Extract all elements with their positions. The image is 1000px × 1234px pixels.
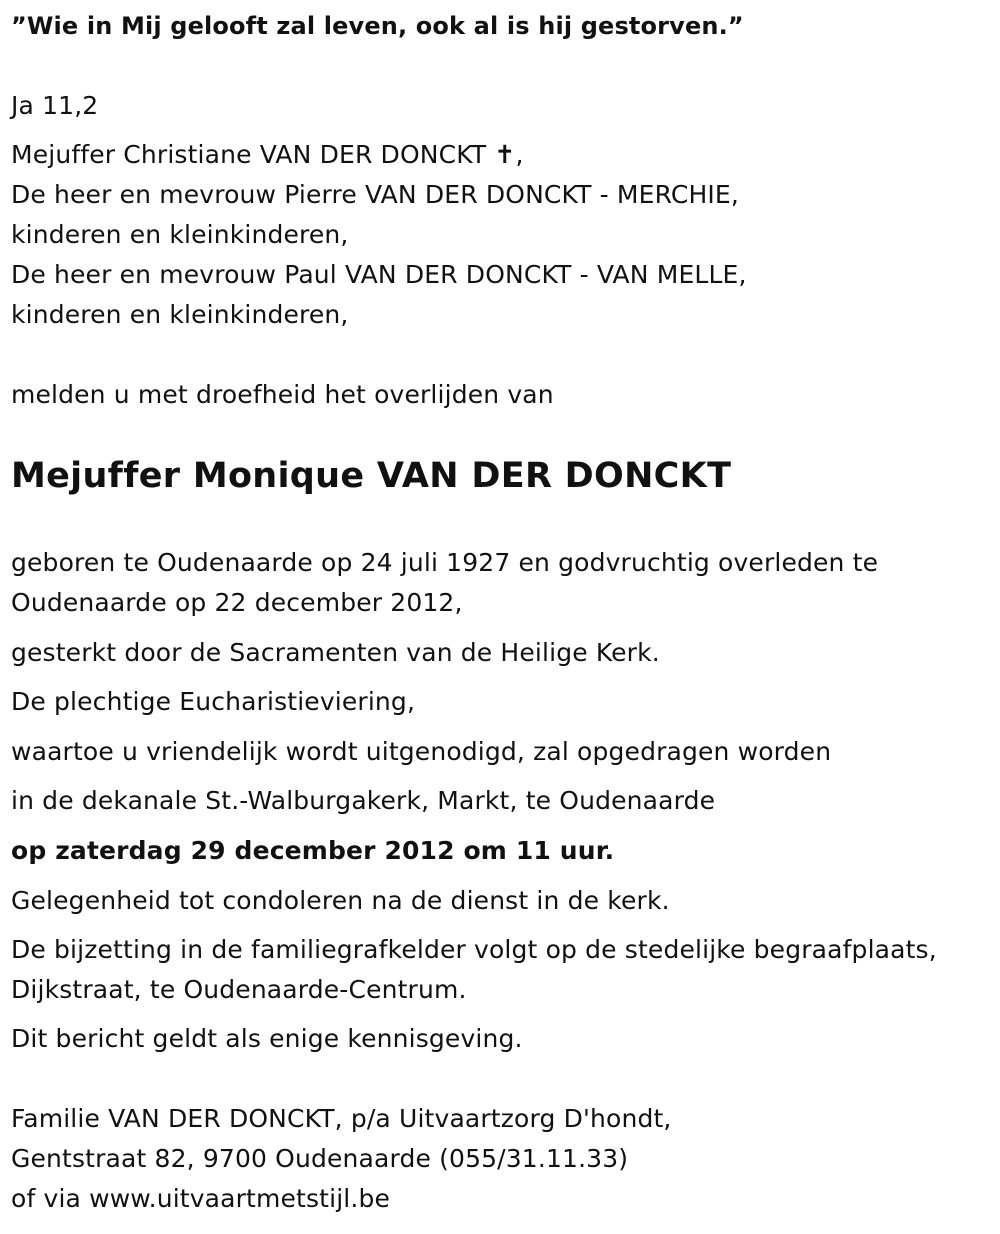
family-line-4: De heer en mevrouw Paul VAN DER DONCKT - VAN MELLE, — [11, 260, 747, 289]
notice-line: Dit bericht geldt als enige kennisgeving. — [11, 1024, 523, 1053]
family-line-2: De heer en mevrouw Pierre VAN DER DONCKT - MERCHIE, — [11, 180, 739, 209]
family-line-1 — [11, 140, 524, 170]
family-line-3: kinderen en kleinkinderen, — [11, 220, 349, 249]
announcement-text: melden u met droefheid het overlijden van — [11, 380, 554, 409]
family-line-5: kinderen en kleinkinderen, — [11, 300, 349, 329]
burial-line-1: De bijzetting in de familiegrafkelder volgt op de stedelijke begraafplaats, — [11, 935, 937, 964]
condolence-line: Gelegenheid tot condoleren na de dienst in de kerk. — [11, 886, 670, 915]
deceased-cross-icon: ✝ — [494, 140, 516, 169]
church-line: in de dekanale St.-Walburgakerk, Markt, te Oudenaarde — [11, 786, 716, 815]
scripture-reference: Ja 11,2 — [11, 91, 99, 120]
bible-quote: ”Wie in Mij gelooft zal leven, ook al is hij gestorven.” — [11, 12, 744, 40]
contact-line-1: Familie VAN DER DONCKT, p/a Uitvaartzorg D'hondt, — [11, 1104, 672, 1133]
service-date-time: op zaterdag 29 december 2012 om 11 uur. — [11, 836, 615, 865]
burial-line-2: Dijkstraat, te Oudenaarde-Centrum. — [11, 975, 467, 1004]
eucharist-line: De plechtige Eucharistieviering, — [11, 687, 416, 716]
contact-line-2: Gentstraat 82, 9700 Oudenaarde (055/31.11.33) — [11, 1144, 629, 1173]
family-line-1-text: Mejuffer Christiane VAN DER DONCKT — [11, 140, 487, 169]
invitation-line: waartoe u vriendelijk wordt uitgenodigd, zal opgedragen worden — [11, 737, 832, 766]
contact-line-3: of via www.uitvaartmetstijl.be — [11, 1184, 391, 1213]
sacraments-line: gesterkt door de Sacramenten van de Heilige Kerk. — [11, 638, 660, 667]
deceased-name: Mejuffer Monique VAN DER DONCKT — [11, 456, 732, 496]
birth-death-line-2: Oudenaarde op 22 december 2012, — [11, 588, 463, 617]
family-line-1-suffix: , — [515, 140, 524, 169]
birth-death-line-1: geboren te Oudenaarde op 24 juli 1927 en godvruchtig overleden te — [11, 548, 879, 577]
